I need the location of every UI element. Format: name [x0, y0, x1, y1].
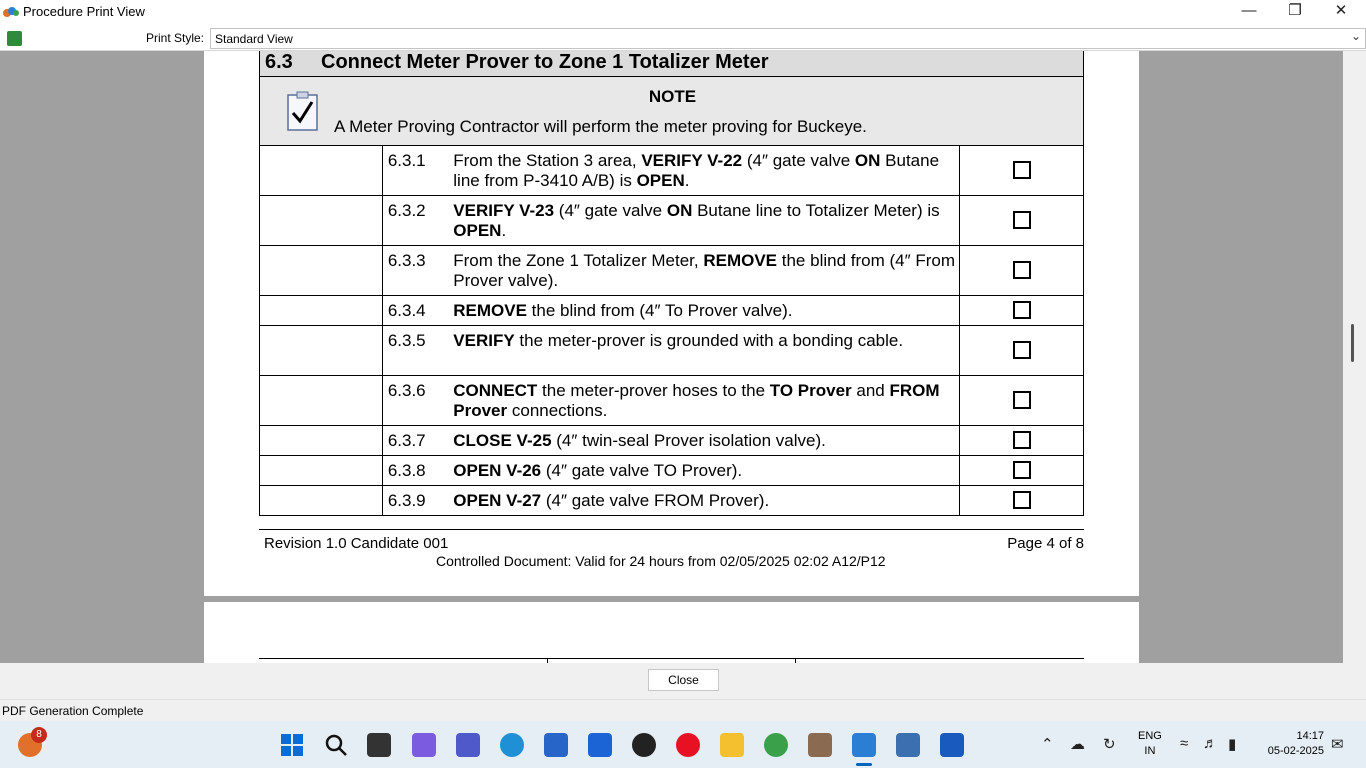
dell-icon[interactable]	[632, 733, 656, 757]
file-explorer-icon[interactable]	[720, 733, 744, 757]
step-number: 6.3.9	[382, 486, 448, 516]
vertical-scrollbar[interactable]	[1343, 51, 1366, 663]
step-text: VERIFY the meter-prover is grounded with a bonding cable.	[448, 326, 959, 376]
step-checkbox[interactable]	[1013, 301, 1031, 319]
copilot-icon[interactable]	[412, 733, 436, 757]
step-blank-cell	[260, 246, 383, 296]
step-text: OPEN V-26 (4″ gate valve TO Prover).	[448, 456, 959, 486]
table-top-border	[259, 658, 1084, 659]
chrome-icon[interactable]	[764, 733, 788, 757]
step-number: 6.3.2	[382, 196, 448, 246]
print-style-label: Print Style:	[146, 31, 205, 45]
dialog-footer	[0, 663, 1366, 699]
window-title: Procedure Print View	[23, 4, 145, 19]
procedure-app-icon[interactable]	[852, 733, 876, 757]
minimize-button[interactable]: —	[1241, 2, 1257, 19]
step-row	[260, 246, 1084, 296]
step-row	[260, 196, 1084, 246]
step-checkbox[interactable]	[1013, 211, 1031, 229]
controlled-document-text: Controlled Document: Valid for 24 hours from 02/05/2025 02:02 A12/P12	[436, 553, 886, 569]
close-window-button[interactable]: ✕	[1334, 2, 1348, 19]
document-viewer[interactable]	[0, 51, 1366, 663]
tool-icon[interactable]	[896, 733, 920, 757]
step-check-cell	[960, 246, 1084, 296]
volume-icon[interactable]: ♬	[1203, 735, 1218, 752]
step-blank-cell	[260, 456, 383, 486]
step-text: From the Zone 1 Totalizer Meter, REMOVE the blind from (4″ From Prover valve).	[448, 246, 959, 296]
step-blank-cell	[260, 376, 383, 426]
step-check-cell	[960, 296, 1084, 326]
section-number: 6.3	[265, 51, 293, 73]
step-blank-cell	[260, 196, 383, 246]
scrollbar-thumb[interactable]	[1351, 324, 1354, 362]
step-check-cell	[960, 426, 1084, 456]
step-text: From the Station 3 area, VERIFY V-22 (4″ gate valve ON Butane line from P-3410 A/B) is OPEN.	[448, 146, 959, 196]
teams-icon[interactable]	[456, 733, 480, 757]
step-blank-cell	[260, 486, 383, 516]
step-number: 6.3.7	[382, 426, 448, 456]
step-text: CLOSE V-25 (4″ twin-seal Prover isolation valve).	[448, 426, 959, 456]
page-number: Page 4 of 8	[1007, 535, 1084, 552]
step-text: REMOVE the blind from (4″ To Prover valve).	[448, 296, 959, 326]
refresh-icon[interactable]	[7, 31, 22, 46]
sync-icon[interactable]: ↻	[1103, 736, 1116, 753]
opera-icon[interactable]	[676, 733, 700, 757]
step-row	[260, 376, 1084, 426]
step-number: 6.3.1	[382, 146, 448, 196]
note-text: A Meter Proving Contractor will perform the meter proving for Buckeye.	[334, 117, 867, 136]
step-number: 6.3.8	[382, 456, 448, 486]
power-automate-icon[interactable]	[588, 733, 612, 757]
search-icon[interactable]	[324, 733, 348, 757]
next-document-page	[204, 602, 1139, 663]
step-checkbox[interactable]	[1013, 161, 1031, 179]
status-text: PDF Generation Complete	[2, 704, 144, 718]
start-icon[interactable]	[280, 733, 304, 757]
step-row	[260, 146, 1084, 196]
step-row	[260, 326, 1084, 376]
step-row	[260, 426, 1084, 456]
step-check-cell	[960, 326, 1084, 376]
clock-time: 14:17	[1296, 730, 1324, 742]
battery-icon[interactable]: ▮	[1228, 736, 1237, 753]
chevron-down-icon: ⌄	[1350, 29, 1361, 43]
step-row	[260, 296, 1084, 326]
status-bar	[0, 699, 1366, 721]
step-number: 6.3.5	[382, 326, 448, 376]
step-blank-cell	[260, 326, 383, 376]
store-icon[interactable]	[544, 733, 568, 757]
step-blank-cell	[260, 296, 383, 326]
region-code: IN	[1144, 745, 1156, 757]
app-icon[interactable]	[808, 733, 832, 757]
onedrive-icon[interactable]: ☁	[1070, 736, 1085, 753]
step-row	[260, 456, 1084, 486]
task-view-icon[interactable]	[367, 733, 391, 757]
notification-badge: 8	[31, 727, 47, 743]
language-indicator[interactable]	[1138, 729, 1162, 759]
step-text: VERIFY V-23 (4″ gate valve ON Butane line to Totalizer Meter) is OPEN.	[448, 196, 959, 246]
revision-text: Revision 1.0 Candidate 001	[264, 535, 449, 552]
step-check-cell	[960, 196, 1084, 246]
step-checkbox[interactable]	[1013, 461, 1031, 479]
title-bar	[0, 0, 1366, 27]
step-checkbox[interactable]	[1013, 391, 1031, 409]
language-code: ENG	[1138, 730, 1162, 742]
document-page	[204, 51, 1139, 596]
step-number: 6.3.3	[382, 246, 448, 296]
step-check-cell	[960, 486, 1084, 516]
print-style-select[interactable]	[210, 28, 1366, 49]
active-app-indicator	[856, 763, 872, 766]
step-text: OPEN V-27 (4″ gate valve FROM Prover).	[448, 486, 959, 516]
step-row	[260, 486, 1084, 516]
step-blank-cell	[260, 146, 383, 196]
wifi-icon[interactable]: ≈	[1180, 735, 1189, 752]
close-button[interactable]: Close	[648, 669, 719, 691]
word-icon[interactable]	[940, 733, 964, 757]
step-number: 6.3.4	[382, 296, 448, 326]
section-title: Connect Meter Prover to Zone 1 Totalizer Meter	[321, 51, 769, 73]
edge-icon[interactable]	[500, 733, 524, 757]
print-style-value: Standard View	[215, 32, 293, 46]
notification-icon[interactable]: ✉	[1331, 736, 1344, 753]
step-blank-cell	[260, 426, 383, 456]
step-checkbox[interactable]	[1013, 431, 1031, 449]
toolbar	[0, 27, 1366, 51]
clock-date: 05-02-2025	[1267, 745, 1324, 757]
chevron-up-icon[interactable]: ⌃	[1041, 736, 1054, 753]
step-checkbox[interactable]	[1013, 491, 1031, 509]
step-check-cell	[960, 146, 1084, 196]
footer-divider	[259, 529, 1084, 530]
note-box	[259, 77, 1084, 146]
step-number: 6.3.6	[382, 376, 448, 426]
clock[interactable]	[1258, 729, 1324, 759]
step-checkbox[interactable]	[1013, 261, 1031, 279]
step-check-cell	[960, 456, 1084, 486]
step-text: CONNECT the meter-prover hoses to the TO Prover and FROM Prover connections.	[448, 376, 959, 426]
app-logo-icon	[3, 6, 19, 18]
section-header	[259, 51, 1084, 77]
taskbar	[0, 721, 1366, 768]
maximize-button[interactable]: ❐	[1288, 2, 1302, 19]
note-title: NOTE	[648, 87, 697, 106]
steps-table	[259, 145, 1084, 516]
step-check-cell	[960, 376, 1084, 426]
step-checkbox[interactable]	[1013, 341, 1031, 359]
